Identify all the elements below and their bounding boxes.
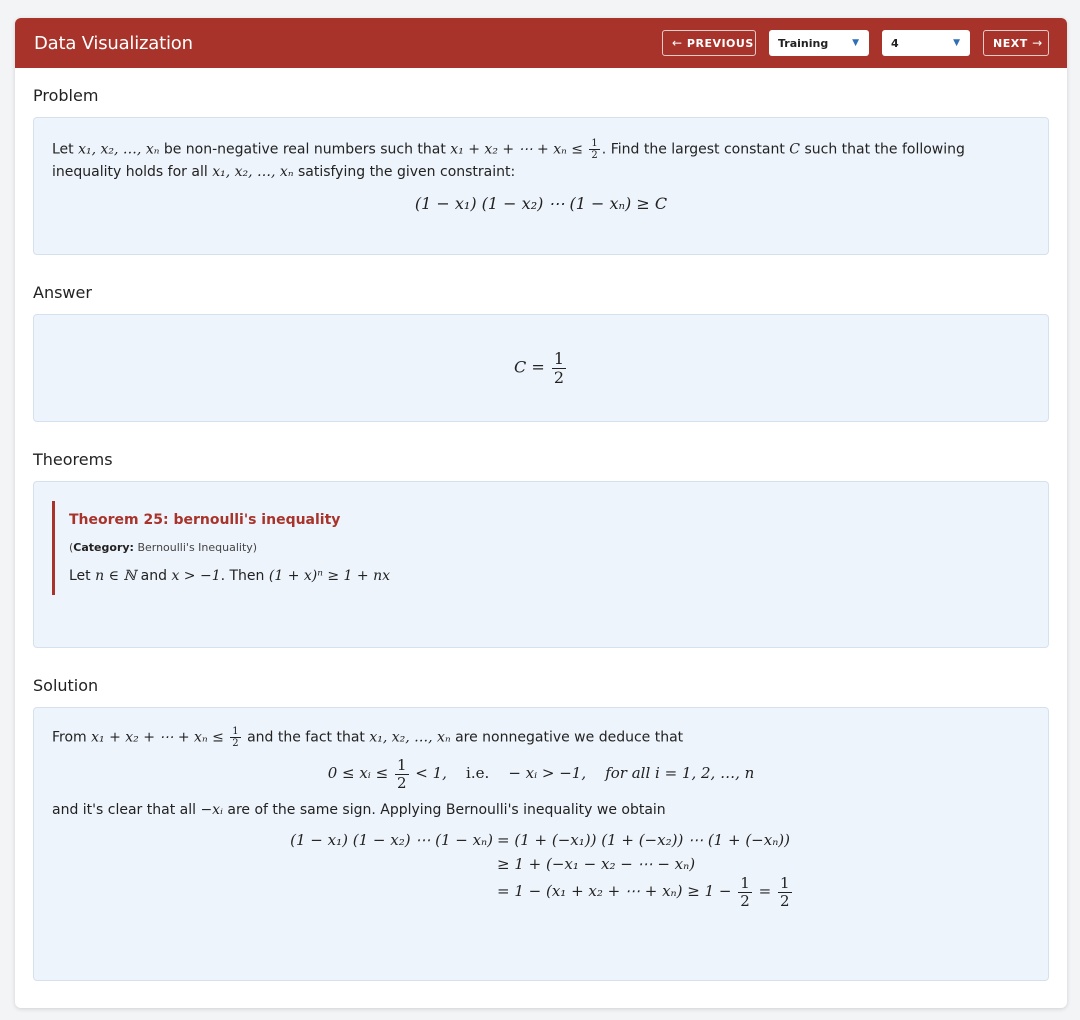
app-title: Data Visualization bbox=[34, 32, 193, 54]
problem-text bbox=[52, 138, 1030, 183]
answer-fraction bbox=[552, 350, 566, 386]
derivation-rhs bbox=[493, 875, 811, 909]
fraction-numerator: 1 bbox=[591, 138, 598, 149]
solution-text-part: and the fact that bbox=[247, 729, 365, 746]
solution-text-part: From bbox=[52, 729, 87, 746]
problem-half-fraction bbox=[589, 138, 599, 161]
theorem-text-part: Let bbox=[69, 568, 91, 584]
solution-bounds bbox=[52, 757, 1030, 791]
solution-heading: Solution bbox=[33, 676, 99, 695]
fraction-denominator: 2 bbox=[591, 150, 598, 161]
fraction-numerator: 1 bbox=[740, 874, 750, 892]
theorem-text-part: and bbox=[140, 568, 167, 584]
problem-heading: Problem bbox=[33, 86, 99, 105]
derivation-equals: = bbox=[758, 882, 772, 900]
next-button[interactable] bbox=[983, 30, 1049, 56]
main-card bbox=[15, 18, 1067, 1008]
derivation-lhs: (1 − x₁) (1 − x₂) ⋯ (1 − xₙ) bbox=[290, 831, 493, 849]
theorem-condition: x > −1 bbox=[171, 568, 221, 584]
fraction-numerator: 1 bbox=[232, 726, 239, 737]
solution-intro bbox=[52, 726, 1030, 749]
theorem-category-value: Bernoulli's Inequality bbox=[137, 541, 253, 554]
chevron-down-icon: ▼ bbox=[852, 38, 859, 48]
previous-button[interactable] bbox=[662, 30, 756, 56]
bound-left: 0 ≤ xᵢ ≤ bbox=[327, 764, 389, 782]
solution-sum: x₁ + x₂ + ⋯ + xₙ ≤ bbox=[91, 729, 224, 746]
theorem-title: Theorem 25: bernoulli's inequality bbox=[69, 512, 341, 528]
answer-panel bbox=[33, 314, 1049, 422]
solution-derivation bbox=[271, 827, 811, 909]
fraction-numerator: 1 bbox=[396, 756, 407, 774]
problem-text-part: Let bbox=[52, 141, 74, 158]
derivation-row bbox=[271, 875, 811, 909]
theorems-panel bbox=[33, 481, 1049, 648]
theorem-category-label: Category: bbox=[73, 541, 134, 554]
fraction-denominator: 2 bbox=[740, 891, 750, 910]
derivation-fraction bbox=[778, 875, 792, 909]
problem-text-part: be non-negative real numbers such that bbox=[163, 141, 446, 158]
index-select[interactable] bbox=[882, 30, 970, 56]
split-select-value: Training bbox=[778, 36, 829, 50]
problem-vars: x₁, x₂, …, xₙ bbox=[212, 164, 294, 180]
derivation-rhs-text: = 1 − (x₁ + x₂ + ⋯ + xₙ) ≥ 1 − bbox=[497, 882, 732, 900]
content-area bbox=[15, 86, 1067, 981]
solution-vars: x₁, x₂, …, xₙ bbox=[369, 729, 451, 746]
split-select[interactable] bbox=[769, 30, 869, 56]
derivation-fraction bbox=[738, 875, 752, 909]
problem-text-part: such that the following inequality holds for all bbox=[52, 141, 965, 180]
answer-heading: Answer bbox=[33, 283, 92, 302]
fraction-denominator: 2 bbox=[553, 367, 564, 387]
answer-formula bbox=[514, 350, 568, 386]
answer-lhs: C = bbox=[513, 357, 545, 377]
previous-label: PREVIOUS bbox=[686, 36, 754, 50]
chevron-down-icon: ▼ bbox=[953, 38, 960, 48]
problem-constant: C bbox=[789, 141, 801, 158]
forall-text: for all i = 1, 2, …, n bbox=[605, 764, 755, 782]
arrow-right-icon: → bbox=[1032, 36, 1043, 50]
solution-text-part: are of the same sign. Applying Bernoulli's inequality we obtain bbox=[227, 802, 666, 818]
problem-display-inequality: (1 − x₁) (1 − x₂) ⋯ (1 − xₙ) ≥ C bbox=[414, 194, 668, 213]
theorem-text-part: . Then bbox=[220, 568, 265, 584]
solution-text-part: are nonnegative we deduce that bbox=[455, 729, 684, 746]
neg-bound: − xᵢ > −1, bbox=[508, 764, 587, 782]
fraction-denominator: 2 bbox=[396, 773, 407, 792]
fraction-numerator: 1 bbox=[779, 874, 790, 892]
theorem-result: (1 + x)ⁿ ≥ 1 + nx bbox=[268, 568, 390, 584]
bound-fraction bbox=[395, 757, 409, 791]
theorems-heading: Theorems bbox=[33, 450, 113, 469]
arrow-left-icon: ← bbox=[672, 36, 683, 50]
theorem-category: (Category: Bernoulli's Inequality) bbox=[69, 541, 258, 554]
solution-sign-text bbox=[52, 799, 1030, 821]
theorem-card bbox=[52, 501, 1030, 595]
derivation-row bbox=[271, 827, 811, 853]
fraction-denominator: 2 bbox=[779, 891, 790, 910]
solution-negx: −xᵢ bbox=[200, 802, 223, 818]
derivation-rhs: ≥ 1 + (−x₁ − x₂ − ⋯ − xₙ) bbox=[497, 855, 696, 873]
theorem-condition: n ∈ ℕ bbox=[95, 568, 137, 584]
problem-vars: x₁, x₂, …, xₙ bbox=[78, 141, 160, 158]
solution-half-fraction bbox=[230, 726, 240, 749]
problem-constraint: x₁ + x₂ + ⋯ + xₙ ≤ bbox=[450, 141, 583, 158]
derivation-row bbox=[271, 853, 811, 875]
next-label: NEXT bbox=[993, 36, 1028, 50]
theorem-statement bbox=[69, 565, 1030, 587]
solution-panel bbox=[33, 707, 1049, 981]
derivation-rhs: = (1 + (−x₁)) (1 + (−x₂)) ⋯ (1 + (−xₙ)) bbox=[497, 831, 790, 849]
index-select-value: 4 bbox=[891, 36, 899, 50]
app-header bbox=[15, 18, 1067, 68]
solution-text-part: and it's clear that all bbox=[52, 802, 196, 818]
fraction-numerator: 1 bbox=[553, 348, 564, 368]
fraction-denominator: 2 bbox=[232, 738, 239, 749]
problem-panel bbox=[33, 117, 1049, 255]
problem-text-part: . Find the largest constant bbox=[601, 141, 785, 158]
problem-text-part: satisfying the given constraint: bbox=[297, 164, 516, 180]
bound-right: < 1, bbox=[415, 764, 447, 782]
ie-text: i.e. bbox=[466, 764, 490, 782]
